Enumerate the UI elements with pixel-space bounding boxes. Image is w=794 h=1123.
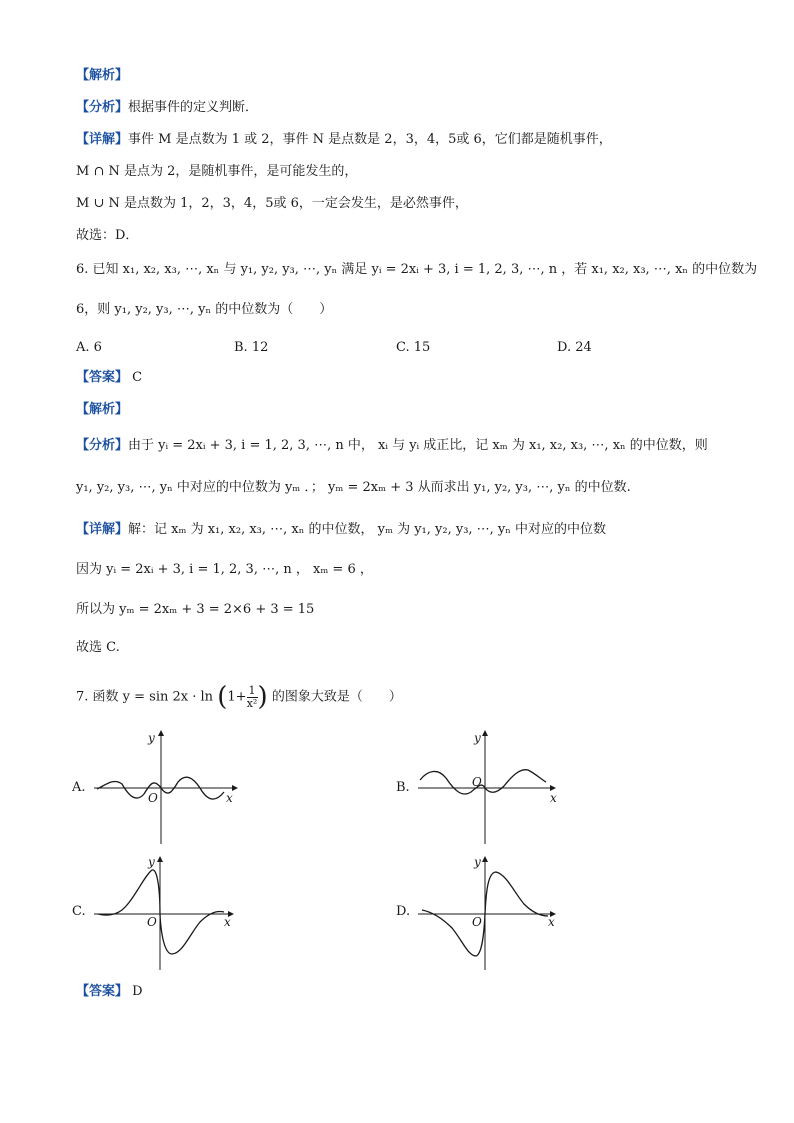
q7-frac-num: 1 — [248, 683, 256, 697]
q5-xiangjie-text: 事件 M 是点数为 1 或 2，事件 N 是点数是 2，3，4，5或 6，它们都是随机事件， — [128, 132, 612, 147]
q6-fenxi-text1: 由于 yᵢ = 2xᵢ + 3, i = 1, 2, 3, ⋯, n 中， xᵢ 与 yᵢ 成正比，记 xₘ 为 x₁, x₂, x₃, ⋯, xₙ 的中位数，则 — [128, 438, 708, 453]
q7-answer-line — [76, 982, 143, 1002]
q7-answer: D — [132, 984, 143, 999]
q5-line3: M ∪ N 是点数为 1，2，3，4，5或 6，一定会发生，是必然事件， — [76, 196, 468, 211]
graph-label-a: A. — [72, 780, 86, 795]
q6-line4: 故选 C. — [76, 640, 120, 655]
q6-line2: 因为 yᵢ = 2xᵢ + 3, i = 1, 2, 3, ⋯, n ， xₘ = 6 ， — [76, 562, 373, 577]
q6-fenxi-line2: y₁, y₂, y₃, ⋯, yₙ 中对应的中位数为 yₘ ．； yₘ = 2xₘ + 3 从而求出 y₁, y₂, y₃, ⋯, yₙ 的中位数. — [76, 480, 631, 495]
q6-answer-line — [76, 368, 142, 388]
q6-stem-line1: 6. 已知 x₁, x₂, x₃, ⋯, xₙ 与 y₁, y₂, y₃, ⋯, yₙ 满足 yᵢ = 2xᵢ + 3, i = 1, 2, 3, ⋯, n ，若 x₁, x₂, x₃, ⋯, xₙ 的中位数为 — [76, 262, 758, 277]
graph-d-origin: O — [472, 915, 482, 929]
graph-c-y-arrow — [157, 856, 163, 862]
q7-stem-suffix: 的图象大致是（ ） — [271, 689, 402, 705]
q6-option-d: D. 24 — [557, 340, 592, 355]
q6-xiangjie-line — [76, 520, 606, 540]
graph-label-c: C. — [72, 904, 86, 919]
q5-line2: M ∩ N 是点为 2，是随机事件，是可能发生的， — [76, 164, 358, 179]
q5-line4: 故选：D． — [76, 228, 139, 243]
graph-a-y-label: y — [148, 731, 155, 745]
graph-d-y-arrow — [482, 856, 488, 862]
graph-c-x-label: x — [224, 915, 231, 929]
q6-line3: 所以为 yₘ = 2xₘ + 3 = 2×6 + 3 = 15 — [76, 602, 315, 617]
q6-jiexi-tag: 【解析】 — [76, 402, 129, 417]
q6-fenxi-tag: 【分析】 — [76, 438, 129, 453]
q6-option-c: C. 15 — [396, 340, 431, 355]
q5-fenxi-text: 根据事件的定义判断． — [128, 100, 259, 115]
graph-a-origin: O — [148, 791, 158, 805]
graph-b — [416, 728, 566, 846]
q6-option-a: A. 6 — [76, 340, 102, 355]
graph-d-x-label: x — [548, 915, 555, 929]
q6-xiangjie-tag: 【详解】 — [76, 522, 129, 537]
graph-b-curve — [420, 770, 546, 794]
q7-frac-den: x² — [246, 696, 258, 710]
graph-b-x-label: x — [550, 791, 557, 805]
q7-paren-open: ( — [217, 682, 228, 712]
q5-fenxi-line — [76, 98, 258, 118]
graph-a-x-arrow — [232, 785, 238, 791]
q7-stem-inner: 1+ — [227, 689, 247, 705]
graph-a-y-arrow — [158, 730, 164, 736]
graph-b-y-label: y — [474, 731, 481, 745]
graph-c-y-label: y — [148, 855, 155, 869]
q7-daan-tag: 【答案】 — [76, 984, 129, 999]
graph-c-origin: O — [147, 915, 157, 929]
q6-xiangjie-text: 解：记 xₘ 为 x₁, x₂, x₃, ⋯, xₙ 的中位数， yₘ 为 y₁, y₂, y₃, ⋯, yₙ 中对应的中位数 — [128, 522, 607, 537]
q7-fraction — [247, 685, 258, 710]
q6-stem-line2: 6，则 y₁, y₂, y₃, ⋯, yₙ 的中位数为（ ） — [76, 302, 333, 317]
q5-xiangjie-line — [76, 130, 612, 150]
daan-tag: 【答案】 — [76, 370, 129, 385]
fenxi-tag: 【分析】 — [76, 100, 129, 115]
q6-option-b: B. 12 — [234, 340, 269, 355]
graph-c — [92, 854, 242, 972]
xiangjie-tag: 【详解】 — [76, 132, 129, 147]
graph-b-origin: O — [472, 775, 482, 789]
q6-answer: C — [132, 370, 143, 385]
q6-fenxi-line1 — [76, 436, 708, 456]
jiexi-tag: 【解析】 — [76, 68, 129, 83]
graph-a — [92, 728, 242, 846]
graph-label-b: B. — [396, 780, 410, 795]
q7-stem-prefix: 7. 函数 y = sin 2x · ln — [76, 689, 214, 705]
graph-c-curve — [98, 870, 224, 954]
graph-a-x-label: x — [226, 791, 233, 805]
q7-stem — [76, 680, 402, 715]
graph-b-y-arrow — [482, 730, 488, 736]
graph-label-d: D. — [396, 904, 411, 919]
graph-d-y-label: y — [474, 855, 481, 869]
q7-paren-close: ) — [257, 682, 268, 712]
graph-d — [416, 854, 566, 972]
